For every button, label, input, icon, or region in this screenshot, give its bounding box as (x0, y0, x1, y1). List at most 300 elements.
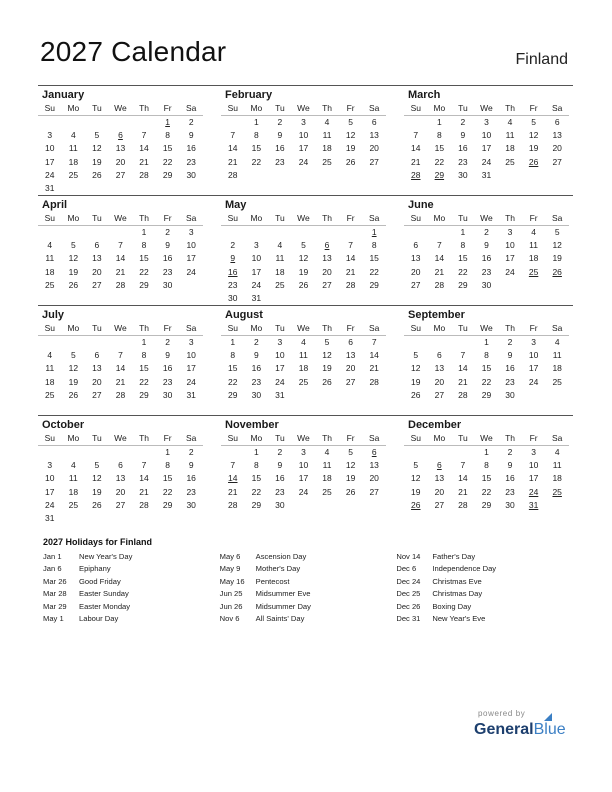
day-cell: 27 (322, 279, 332, 290)
week-row (221, 292, 386, 305)
day-cell: 13 (369, 130, 379, 141)
day-cell: 24 (528, 376, 539, 387)
day-cell: 22 (228, 376, 238, 387)
week-row (38, 252, 203, 265)
holiday-name: Midsummer Day (255, 601, 311, 611)
weekday-header: Th (498, 212, 522, 226)
day-cell: 5 (348, 447, 353, 458)
holiday-item (396, 551, 573, 563)
day-cell: 26 (411, 499, 421, 510)
weekday-header: Tu (268, 322, 292, 336)
day-cell (362, 292, 386, 305)
holiday-item (43, 563, 220, 575)
week-row (38, 376, 203, 389)
day-cell: 13 (369, 460, 379, 471)
holiday-name: Pentecost (255, 576, 290, 586)
day-cell: 20 (345, 363, 356, 374)
week-row (38, 142, 203, 155)
day-cell: 18 (68, 486, 79, 497)
weekday-header: Su (404, 432, 428, 446)
day-cell: 31 (275, 389, 285, 400)
day-cell: 8 (460, 240, 466, 251)
weekday-header: Tu (85, 432, 109, 446)
holiday-item (396, 576, 573, 588)
day-cell (404, 336, 428, 350)
holiday-list (43, 537, 573, 625)
day-cell: 27 (115, 169, 126, 180)
day-cell: 22 (139, 376, 149, 387)
weekday-header: Fr (522, 432, 546, 446)
day-cell: 8 (371, 240, 377, 251)
weekday-header: Su (38, 102, 62, 116)
week-row (404, 142, 569, 155)
holiday-name: Good Friday (79, 576, 121, 586)
day-cell: 17 (45, 486, 55, 497)
weekday-header: Sa (179, 432, 203, 446)
holiday-date: Jun 26 (219, 601, 243, 611)
weekday-header: Th (315, 212, 339, 226)
day-cell (221, 446, 245, 460)
day-cell: 9 (165, 240, 170, 251)
holiday-columns (43, 551, 573, 625)
day-cell: 5 (324, 337, 330, 348)
day-cell: 30 (162, 389, 173, 400)
week-row (38, 349, 203, 362)
day-cell: 25 (528, 266, 539, 277)
week-row (404, 486, 569, 499)
day-cell: 7 (141, 460, 147, 471)
holiday-date: Nov 6 (219, 613, 240, 623)
weekday-header: Th (132, 212, 156, 226)
day-cell (339, 499, 363, 512)
week-row (221, 266, 386, 279)
day-cell: 11 (275, 253, 285, 264)
day-cell: 20 (552, 143, 562, 154)
day-cell: 22 (369, 266, 379, 277)
week-row (404, 336, 569, 350)
day-cell: 12 (68, 253, 79, 264)
day-cell: 28 (411, 169, 421, 180)
day-cell: 13 (92, 363, 102, 374)
month-december (404, 416, 573, 525)
day-cell (38, 336, 62, 350)
day-cell: 31 (186, 389, 196, 400)
day-cell: 28 (228, 169, 238, 180)
day-cell: 18 (45, 376, 55, 387)
weekday-header: We (292, 432, 316, 446)
weekday-header: Mo (245, 322, 269, 336)
day-cell (109, 336, 133, 350)
day-cell: 26 (68, 279, 79, 290)
day-cell: 10 (298, 130, 309, 141)
week-row (404, 279, 569, 292)
day-cell: 27 (115, 499, 126, 510)
day-cell: 17 (186, 363, 196, 374)
day-cell: 14 (411, 143, 421, 154)
day-cell: 22 (481, 376, 492, 387)
month-name: July (42, 309, 65, 321)
weekday-header: Su (404, 102, 428, 116)
week-row (38, 486, 203, 499)
day-cell: 25 (298, 376, 309, 387)
week-row (221, 129, 386, 142)
day-cell: 7 (460, 350, 466, 361)
day-cell: 1 (371, 227, 377, 238)
week-row (221, 336, 386, 350)
day-cell: 20 (434, 376, 445, 387)
day-cell: 18 (45, 266, 55, 277)
day-cell: 13 (92, 253, 102, 264)
day-cell: 19 (411, 486, 421, 497)
day-cell: 30 (228, 293, 238, 304)
day-cell: 25 (505, 156, 515, 167)
day-cell: 9 (188, 460, 194, 471)
day-cell: 20 (92, 376, 102, 387)
day-cell: 1 (165, 447, 170, 458)
day-cell: 14 (434, 253, 445, 264)
holiday-name: Christmas Day (432, 589, 483, 599)
week-row (221, 362, 386, 375)
day-cell: 15 (481, 363, 492, 374)
day-cell: 6 (413, 240, 419, 251)
day-cell (62, 182, 86, 195)
day-cell: 24 (45, 499, 55, 510)
day-cell: 2 (165, 337, 170, 348)
day-cell: 29 (139, 279, 149, 290)
day-cell: 11 (529, 240, 538, 251)
month-name: September (408, 309, 465, 321)
week-row (221, 446, 386, 460)
day-cell: 27 (92, 389, 102, 400)
day-cell: 21 (115, 376, 126, 387)
months-grid (38, 85, 573, 525)
weekday-header: Sa (362, 322, 386, 336)
month-days-table (38, 432, 203, 525)
day-cell: 2 (507, 337, 513, 348)
day-cell: 18 (68, 156, 79, 167)
holiday-item (220, 576, 397, 588)
week-row (221, 169, 386, 182)
holiday-date: Dec 25 (396, 589, 421, 599)
day-cell: 7 (413, 130, 419, 141)
day-cell (451, 336, 475, 350)
weekday-header: Tu (268, 432, 292, 446)
month-days-table (404, 322, 569, 402)
brand-name[interactable] (474, 721, 566, 739)
day-cell: 11 (552, 460, 562, 471)
day-cell: 23 (162, 266, 173, 277)
day-cell: 25 (68, 499, 79, 510)
day-cell: 26 (298, 279, 309, 290)
weekday-header: Su (221, 322, 245, 336)
day-cell (85, 512, 109, 525)
week-row (38, 169, 203, 182)
quarter-row (38, 305, 573, 415)
day-cell: 17 (505, 253, 515, 264)
day-cell: 4 (70, 460, 76, 471)
day-cell: 26 (345, 156, 356, 167)
week-row (221, 239, 386, 252)
day-cell: 1 (165, 117, 170, 128)
day-cell: 22 (481, 486, 492, 497)
holiday-name: Easter Monday (79, 601, 131, 611)
month-name: May (225, 199, 247, 211)
day-cell: 16 (458, 143, 468, 154)
weekday-header: We (475, 102, 499, 116)
day-cell: 17 (186, 253, 196, 264)
holiday-date: Mar 26 (43, 576, 67, 586)
day-cell: 26 (552, 266, 562, 277)
holiday-item (220, 551, 397, 563)
day-cell: 10 (505, 240, 515, 251)
day-cell (156, 182, 180, 195)
day-cell: 24 (251, 279, 262, 290)
day-cell: 5 (94, 130, 100, 141)
day-cell: 29 (162, 169, 173, 180)
day-cell: 27 (369, 486, 379, 497)
week-row (38, 459, 203, 472)
day-cell: 22 (139, 266, 149, 277)
week-row (221, 389, 386, 402)
day-cell: 11 (322, 130, 332, 141)
day-cell: 21 (411, 156, 421, 167)
day-cell (62, 226, 86, 240)
weekday-header: We (109, 432, 133, 446)
day-cell: 26 (411, 389, 421, 400)
holiday-item (220, 613, 397, 625)
day-cell: 11 (299, 350, 308, 361)
month-name: November (225, 419, 279, 431)
day-cell: 30 (481, 279, 492, 290)
day-cell: 20 (411, 266, 421, 277)
week-row (221, 142, 386, 155)
day-cell (428, 226, 452, 240)
day-cell (85, 336, 109, 350)
day-cell (545, 279, 569, 292)
day-cell: 24 (481, 156, 492, 167)
day-cell: 22 (458, 266, 468, 277)
day-cell: 20 (322, 266, 332, 277)
day-cell: 7 (230, 130, 236, 141)
day-cell: 6 (94, 350, 100, 361)
holiday-column (396, 551, 573, 625)
day-cell (315, 389, 339, 402)
day-cell: 18 (298, 363, 309, 374)
holiday-name: Boxing Day (432, 601, 472, 611)
month-days-table (221, 432, 386, 512)
day-cell (292, 226, 316, 240)
day-cell: 23 (481, 266, 492, 277)
weekday-header: Sa (545, 212, 569, 226)
holiday-name: Labour Day (79, 613, 119, 623)
month-name: June (408, 199, 434, 211)
holiday-date: Dec 6 (396, 564, 417, 574)
day-cell (498, 169, 522, 182)
day-cell: 10 (186, 240, 196, 251)
weekday-header: Mo (428, 432, 452, 446)
day-cell: 22 (162, 156, 173, 167)
weekday-header: Fr (339, 322, 363, 336)
day-cell: 5 (94, 460, 100, 471)
day-cell: 11 (552, 350, 562, 361)
day-cell: 26 (68, 389, 79, 400)
page-title: 2027 Calendar (40, 36, 227, 67)
day-cell: 21 (228, 156, 238, 167)
day-cell: 31 (45, 183, 55, 194)
day-cell: 29 (481, 389, 492, 400)
day-cell: 13 (115, 143, 126, 154)
week-row (221, 499, 386, 512)
holiday-date: Jan 1 (43, 552, 62, 561)
day-cell (362, 389, 386, 402)
week-row (38, 389, 203, 402)
week-row (221, 349, 386, 362)
day-cell: 17 (528, 363, 539, 374)
day-cell: 21 (345, 266, 356, 277)
day-cell: 26 (92, 169, 102, 180)
day-cell: 16 (251, 363, 262, 374)
day-cell: 16 (275, 473, 285, 484)
day-cell: 8 (253, 130, 259, 141)
weekday-header: Mo (62, 432, 86, 446)
day-cell: 10 (481, 130, 492, 141)
holiday-name: New Year's Eve (432, 613, 486, 623)
weekday-header: Sa (545, 322, 569, 336)
day-cell: 7 (118, 240, 123, 251)
week-row (404, 376, 569, 389)
day-cell (292, 389, 316, 402)
holiday-date: May 1 (43, 613, 64, 623)
day-cell: 3 (484, 117, 489, 128)
day-cell (428, 446, 452, 460)
week-row (221, 226, 386, 240)
day-cell: 22 (251, 486, 262, 497)
day-cell: 5 (413, 460, 419, 471)
day-cell: 19 (68, 376, 79, 387)
day-cell (315, 499, 339, 512)
month-days-table (221, 212, 386, 305)
day-cell: 29 (369, 279, 379, 290)
day-cell: 19 (92, 156, 102, 167)
weekday-header: Th (315, 322, 339, 336)
country-label: Finland (515, 51, 568, 68)
day-cell: 18 (322, 473, 332, 484)
day-cell: 27 (369, 156, 379, 167)
day-cell: 14 (115, 363, 126, 374)
day-cell: 12 (92, 143, 102, 154)
day-cell (38, 116, 62, 130)
day-cell: 7 (141, 130, 147, 141)
month-may (221, 196, 390, 305)
day-cell: 18 (528, 253, 539, 264)
week-row (38, 226, 203, 240)
day-cell: 30 (251, 389, 262, 400)
weekday-header: Tu (451, 212, 475, 226)
day-cell: 8 (141, 350, 147, 361)
month-days-table (221, 322, 386, 402)
weekday-header: Tu (85, 322, 109, 336)
day-cell: 10 (528, 350, 539, 361)
day-cell (522, 389, 546, 402)
weekday-header: Fr (522, 322, 546, 336)
day-cell: 4 (531, 227, 536, 238)
holiday-date: Mar 29 (43, 601, 67, 611)
day-cell (85, 116, 109, 130)
day-cell: 6 (436, 350, 442, 361)
day-cell: 4 (47, 240, 53, 251)
day-cell: 18 (552, 473, 562, 484)
day-cell: 8 (230, 350, 236, 361)
week-row (404, 349, 569, 362)
day-cell: 7 (460, 460, 466, 471)
day-cell: 9 (507, 350, 513, 361)
day-cell: 12 (528, 130, 539, 141)
day-cell: 7 (371, 337, 377, 348)
holiday-name: All Saints' Day (255, 613, 305, 623)
day-cell: 14 (458, 473, 468, 484)
weekday-header: Su (221, 102, 245, 116)
day-cell: 31 (528, 499, 539, 510)
day-cell: 23 (186, 486, 196, 497)
day-cell (362, 499, 386, 512)
weekday-header: Sa (545, 432, 569, 446)
day-cell: 28 (115, 389, 126, 400)
month-september (404, 306, 573, 415)
day-cell (62, 116, 86, 130)
month-october (38, 416, 207, 525)
holiday-name: Mother's Day (255, 564, 301, 574)
day-cell: 24 (528, 486, 539, 497)
day-cell: 20 (92, 266, 102, 277)
day-cell: 10 (275, 350, 285, 361)
holiday-column (43, 551, 220, 625)
day-cell: 18 (275, 266, 285, 277)
day-cell: 6 (371, 117, 377, 128)
month-days-table (404, 102, 569, 182)
weekday-header: Mo (245, 432, 269, 446)
holiday-name: Midsummer Eve (255, 589, 311, 599)
week-row (38, 116, 203, 130)
day-cell (404, 116, 428, 130)
day-cell: 23 (275, 156, 285, 167)
day-cell: 12 (345, 130, 356, 141)
day-cell: 3 (301, 117, 306, 128)
day-cell: 29 (162, 499, 173, 510)
day-cell: 25 (68, 169, 79, 180)
week-row (221, 486, 386, 499)
day-cell: 12 (92, 473, 102, 484)
weekday-header: Mo (245, 102, 269, 116)
day-cell: 2 (460, 117, 466, 128)
holiday-item (396, 588, 573, 600)
day-cell (362, 169, 386, 182)
day-cell: 19 (322, 363, 332, 374)
day-cell: 11 (505, 130, 515, 141)
day-cell: 20 (434, 486, 445, 497)
month-days-table (221, 102, 386, 182)
day-cell: 4 (507, 117, 513, 128)
day-cell (339, 169, 363, 182)
week-row (221, 376, 386, 389)
weekday-header: Tu (268, 212, 292, 226)
day-cell (315, 292, 339, 305)
day-cell: 9 (253, 350, 259, 361)
day-cell (109, 226, 133, 240)
day-cell: 8 (165, 130, 170, 141)
month-days-table (404, 432, 569, 512)
day-cell (132, 116, 156, 130)
day-cell: 24 (298, 486, 309, 497)
